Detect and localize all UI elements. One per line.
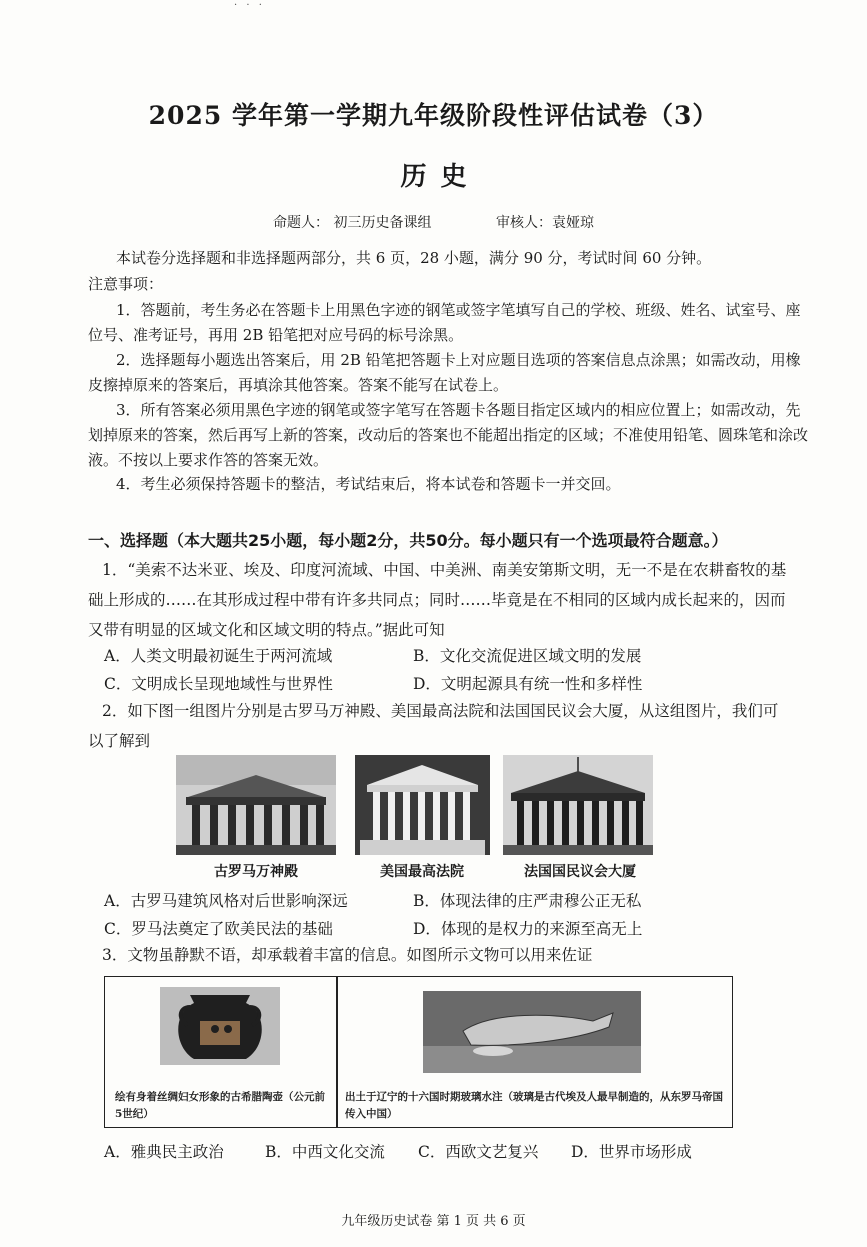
greek-vase-image [160,987,280,1065]
page-footer: 九年级历史试卷 第 1 页 共 6 页 [341,1214,526,1229]
intro-text: 本试卷分选择题和非选择题两部分，共 6 页，28 小题，满分 90 分，考试时间 60 分钟。 [116,249,712,267]
proposer: 命题人： 初三历史备课组 [273,215,432,231]
caption-pantheon: 古罗马万神殿 [214,864,298,880]
figure-divider [336,977,338,1127]
q3-option-c: C．西欧文艺复兴 [418,1143,539,1161]
note-item: 1．答题前，考生务必在答题卡上用黑色字迹的钢笔或签字笔填写自己的学校、班级、姓名、试室号、座位号、准考证号，再用 2B 铅笔把对应号码的标号涂黑。 [88,301,801,344]
q2-option-d: D．体现的是权力的来源至高无上 [413,920,643,938]
pantheon-image [176,755,336,855]
question-2-stem: 2．如下图一组图片分别是古罗马万神殿、美国最高法院和法国国民议会大厦，从这组图片，我们可以了解到 [88,702,779,750]
q1-option-b: B．文化交流促进区域文明的发展 [413,647,642,665]
q3-option-b: B．中西文化交流 [265,1143,385,1161]
q3-option-d: D．世界市场形成 [571,1143,692,1161]
question-3-stem: 3．文物虽静默不语，却承载着丰富的信息。如图所示文物可以用来佐证 [102,946,593,964]
q2-option-a: A．古罗马建筑风格对后世影响深远 [104,892,348,910]
glass-vessel-image [423,991,641,1073]
reviewer: 审核人：袁娅琼 [495,215,594,231]
note-item: 3．所有答案必须用黑色字迹的钢笔或签字笔写在答题卡各题目指定区域内的相应位置上；如需改动，先划掉原来的答案，然后再写上新的答案，改动后的答案也不能超出指定的区域；不准使用铅笔、圆珠笔和涂改液。不按以上要求作答的答案无效。 [88,401,809,469]
section-heading: 一、选择题（本大题共25小题，每小题2分，共50分。每小题只有一个选项最符合题意。） [88,531,728,550]
notes-heading: 注意事项： [88,275,164,293]
q1-option-c: C．文明成长呈现地域性与世界性 [104,675,333,693]
artifact-figure-box [104,976,733,1128]
q1-option-d: D．文明起源具有统一性和多样性 [413,675,643,693]
national-assembly-image [503,755,653,855]
authors-line [0,212,867,232]
note-item: 4．考生必须保持答题卡的整洁，考试结束后，将本试卷和答题卡一并交回。 [116,475,621,493]
caption-glass-vessel: 出土于辽宁的十六国时期玻璃水注（玻璃是古代埃及人最早制造的，从东罗马帝国传入中国） [345,1091,723,1120]
q2-option-b: B．体现法律的庄严肃穆公正无私 [413,892,642,910]
q2-option-c: C．罗马法奠定了欧美民法的基础 [104,920,333,938]
question-1-stem: 1．“美索不达米亚、埃及、印度河流域、中国、中美洲、南美安第斯文明，无一不是在农耕畜牧的基础上形成的……在其形成过程中带有许多共同点；同时……毕竟是在不相同的区域内成长起来的，因而又带有明显的区域文化和区域文明的特点。”据此可知 [88,561,787,639]
caption-supreme-court: 美国最高法院 [380,864,464,880]
q3-option-a: A．雅典民主政治 [104,1143,224,1161]
q1-option-a: A．人类文明最初诞生于两河流域 [104,647,333,665]
caption-greek-vase: 绘有身着丝绸妇女形象的古希腊陶壶（公元前5世纪） [115,1091,325,1120]
exam-title: 2025 学年第一学期九年级阶段性评估试卷（3） [148,101,719,130]
caption-national-assembly: 法国国民议会大厦 [524,864,636,880]
top-dots: · · · [234,0,265,11]
subject-title: 历史 [400,162,481,192]
note-item: 2．选择题每小题选出答案后，用 2B 铅笔把答题卡上对应题目选项的答案信息点涂黑；如需改动，用橡皮擦掉原来的答案后，再填涂其他答案。答案不能写在试卷上。 [88,351,801,394]
supreme-court-image [355,755,490,855]
